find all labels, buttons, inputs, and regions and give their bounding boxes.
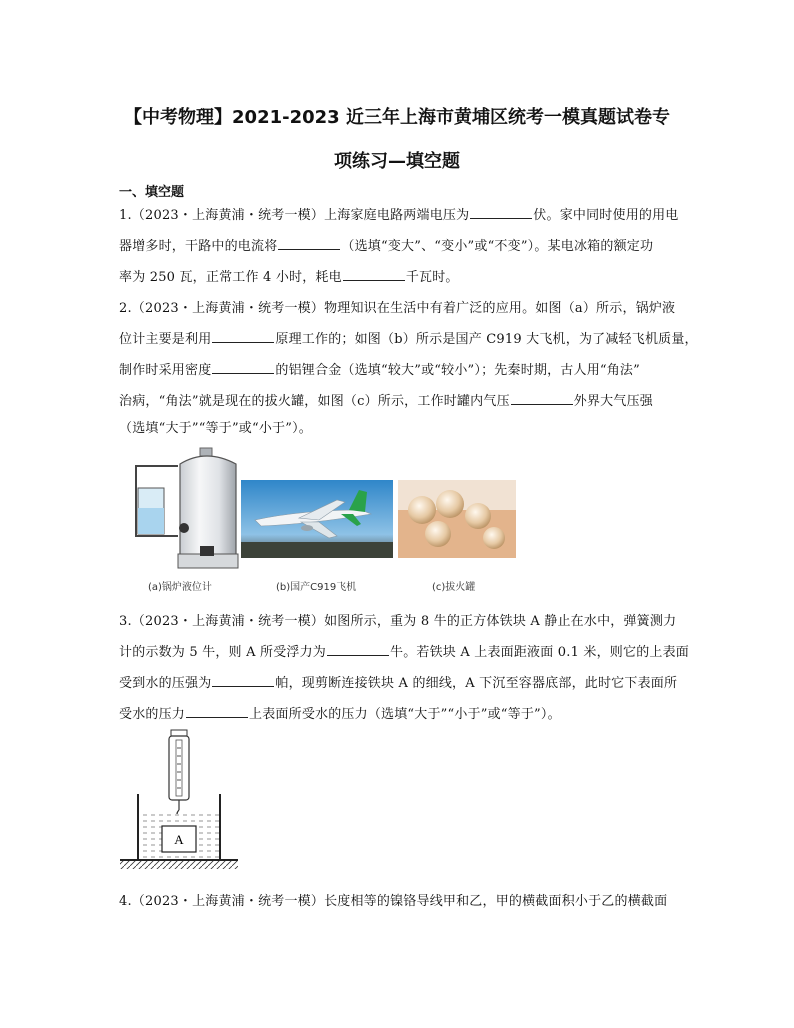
q1-line-1: 1.（2023・上海黄浦・统考一模）上海家庭电路两端电压为 伏。家中同时使用的用电 (119, 208, 679, 223)
q3-line-2: 计的示数为 5 牛，则 A 所受浮力为 牛。若铁块 A 上表面距液面 0.1 米，则它的上表面 (119, 645, 689, 660)
q2-line-2: 位计主要是利用 原理工作的；如图（b）所示是国产 C919 大飞机，为了减轻飞机质量， (119, 332, 698, 347)
figure-a-caption: (a)锅炉液位计 (148, 582, 212, 593)
q3-line-1: 3.（2023・上海黄浦・统考一模）如图所示，重为 8 牛的正方体铁块 A 静止在水中，弹簧测力 (119, 614, 677, 629)
boiler-level-gauge-figure (128, 442, 240, 574)
spring-scale-water-figure (118, 728, 240, 878)
q1-line-2: 器增多时，干路中的电流将 （选填“变大”、“变小”或“不变”）。某电冰箱的额定功 (119, 239, 654, 254)
q1-blank-1[interactable] (470, 207, 532, 219)
q3-blank-1[interactable] (327, 644, 389, 656)
q4-line-1: 4.（2023・上海黄浦・统考一模）长度相等的镍铬导线甲和乙，甲的横截面积小于乙的横截面 (119, 894, 668, 909)
q2-line-5: （选填“大于”“等于”或“小于”）。 (119, 421, 312, 436)
section-heading: 一、填空题 (119, 185, 185, 200)
q1-line-3: 率为 250 瓦，正常工作 4 小时，耗电 千瓦时。 (119, 270, 459, 285)
q2-blank-3[interactable] (511, 393, 573, 405)
q2-line-3: 制作时采用密度 的铝锂合金（选填“较大”或“较小”）；先秦时期，古人用“角法” (119, 363, 640, 378)
document-title-line-1: 【中考物理】2021-2023 近三年上海市黄埔区统考一模真题试卷专 (124, 107, 670, 128)
figure-b-caption: (b)国产C919飞机 (276, 582, 357, 593)
q3-blank-2[interactable] (212, 675, 274, 687)
c919-aircraft-figure (241, 480, 393, 558)
q2-blank-2[interactable] (212, 362, 274, 374)
q2-line-4: 治病，“角法”就是现在的拔火罐，如图（c）所示，工作时罐内气压 外界大气压强 (119, 394, 653, 409)
document-title-line-2: 项练习—填空题 (334, 151, 460, 172)
figure-c-caption: (c)拔火罐 (432, 582, 476, 593)
cupping-figure (398, 480, 516, 558)
q3-blank-3[interactable] (186, 706, 248, 718)
block-a-label: A (174, 832, 184, 847)
q2-blank-1[interactable] (212, 331, 274, 343)
q1-blank-2[interactable] (278, 238, 340, 250)
q3-line-3: 受到水的压强为 帕，现剪断连接铁块 A 的细线，A 下沉至容器底部，此时它下表面所 (119, 676, 678, 691)
q2-line-1: 2.（2023・上海黄浦・统考一模）物理知识在生活中有着广泛的应用。如图（a）所示，锅炉液 (119, 301, 676, 316)
q1-blank-3[interactable] (343, 269, 405, 281)
q3-line-4: 受水的压力 上表面所受水的压力（选填“大于”“小于”或“等于”）。 (119, 707, 561, 722)
